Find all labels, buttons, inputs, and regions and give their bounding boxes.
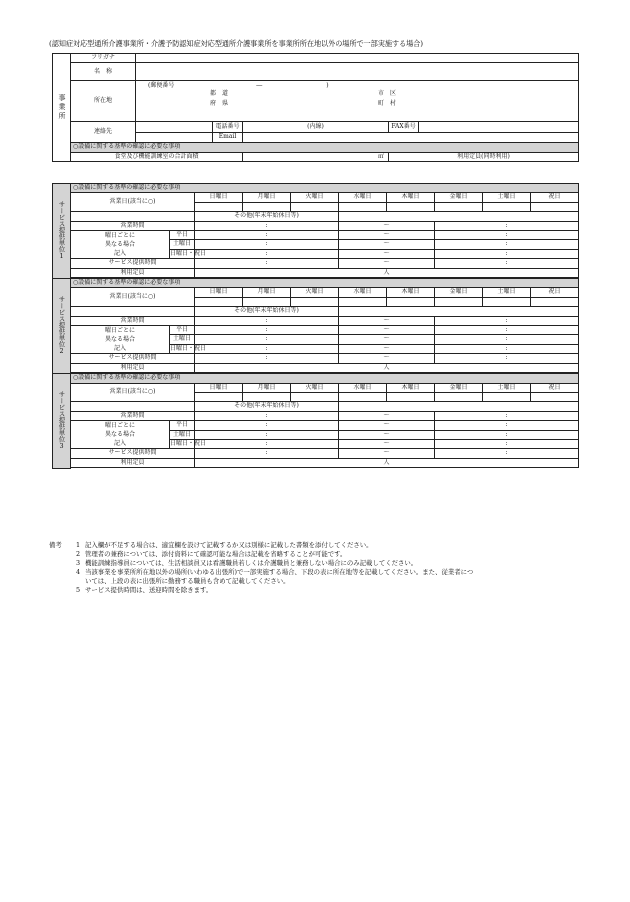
weekday-check-5[interactable] bbox=[435, 297, 483, 306]
note-text: 管理者の兼務については、添付資料にて確認可能な場合は記載を省略することが可能です。 bbox=[85, 550, 347, 558]
city-bottom: 町 村 bbox=[377, 99, 396, 107]
note-item bbox=[49, 550, 579, 559]
postal-close: ) bbox=[326, 81, 329, 89]
end-time-field[interactable] bbox=[435, 240, 579, 249]
area-unit: ㎡ bbox=[377, 152, 384, 160]
weekday-check-1[interactable] bbox=[243, 392, 291, 401]
colon: : bbox=[505, 411, 508, 419]
end-time-field[interactable] bbox=[435, 421, 579, 430]
weekday-check-2[interactable] bbox=[291, 392, 339, 401]
colon: : bbox=[265, 439, 268, 447]
extension-label: (内線) bbox=[307, 122, 324, 130]
facility-section-title: ○設備に関する基準の確認に必要な事項 bbox=[71, 143, 579, 152]
phone-field[interactable] bbox=[243, 122, 389, 133]
weekday-header-0: 日曜日 bbox=[195, 288, 243, 297]
range-tilde: ～ bbox=[339, 231, 435, 240]
furigana-field[interactable] bbox=[136, 54, 579, 63]
colon: : bbox=[505, 354, 508, 362]
colon: : bbox=[505, 249, 508, 257]
facility-capacity-label: 利用定員(同時利用) bbox=[389, 152, 579, 161]
colon: : bbox=[505, 449, 508, 457]
weekday-header-3: 水曜日 bbox=[339, 288, 387, 297]
colon: : bbox=[505, 259, 508, 267]
range-tilde: ～ bbox=[339, 430, 435, 439]
unit-capacity-field[interactable] bbox=[195, 268, 579, 277]
office-info-table bbox=[52, 53, 579, 162]
weekday-header-3: 水曜日 bbox=[339, 193, 387, 202]
start-time-field[interactable] bbox=[195, 240, 339, 249]
weekday-check-0[interactable] bbox=[195, 202, 243, 211]
unit-section-title: ○設備に関する基準の確認に必要な事項 bbox=[71, 279, 579, 288]
note-item bbox=[49, 586, 579, 595]
end-time-field[interactable] bbox=[435, 439, 579, 448]
weekday-header-7: 祝日 bbox=[531, 383, 579, 392]
start-time-field[interactable] bbox=[195, 249, 339, 258]
service-hours-label: サービス提供時間 bbox=[71, 354, 195, 363]
start-time-field[interactable] bbox=[195, 449, 339, 458]
note-number bbox=[71, 577, 85, 586]
weekday-header-1: 月曜日 bbox=[243, 383, 291, 392]
range-tilde: ～ bbox=[339, 344, 435, 353]
weekday-check-3[interactable] bbox=[339, 202, 387, 211]
business-hours-label: 営業時間 bbox=[71, 411, 195, 420]
sunday-row-label: 日曜日・祝日 bbox=[170, 249, 207, 257]
weekday-header-1: 月曜日 bbox=[243, 288, 291, 297]
business-hours-label: 営業時間 bbox=[71, 221, 195, 230]
colon: : bbox=[265, 411, 268, 419]
sunday-row-label: 日曜日・祝日 bbox=[170, 344, 207, 352]
address-line-2[interactable] bbox=[136, 99, 579, 122]
range-tilde: ～ bbox=[339, 221, 435, 230]
weekday-check-1[interactable] bbox=[243, 297, 291, 306]
city-top: 市 区 bbox=[377, 90, 396, 98]
colon: : bbox=[265, 259, 268, 267]
end-time-field[interactable] bbox=[435, 326, 579, 335]
note-text: 当該事業を事業所所在地以外の場所(いわゆる出張所)で一部実施する場合、下段の表に所在地等を記載してください。また、従業者につ bbox=[85, 568, 474, 576]
note-number: 2 bbox=[75, 550, 81, 558]
weekday-check-4[interactable] bbox=[387, 297, 435, 306]
colon: : bbox=[265, 354, 268, 362]
start-time-field[interactable] bbox=[195, 421, 339, 430]
range-tilde: ～ bbox=[339, 326, 435, 335]
note-item bbox=[49, 568, 579, 577]
note-number: 1 bbox=[75, 541, 81, 549]
by-day-label: 曜日ごとに 異なる場合 記入 bbox=[71, 231, 170, 259]
colon: : bbox=[265, 316, 268, 324]
weekday-header-2: 火曜日 bbox=[291, 383, 339, 392]
colon: : bbox=[505, 439, 508, 447]
colon: : bbox=[505, 326, 508, 334]
business-days-label: 営業日(該当に○) bbox=[71, 288, 195, 307]
unit-capacity-field[interactable] bbox=[195, 363, 579, 372]
end-time-field[interactable] bbox=[435, 449, 579, 458]
end-time-field[interactable] bbox=[435, 411, 579, 420]
start-time-field[interactable] bbox=[195, 411, 339, 420]
range-tilde: ～ bbox=[339, 240, 435, 249]
other-holidays-field[interactable] bbox=[339, 402, 579, 411]
colon: : bbox=[505, 231, 508, 239]
unit-capacity-field[interactable] bbox=[195, 458, 579, 467]
colon: : bbox=[505, 240, 508, 248]
fax-label: FAX番号 bbox=[389, 122, 419, 133]
end-time-field[interactable] bbox=[435, 354, 579, 363]
range-tilde: ～ bbox=[339, 439, 435, 448]
other-holidays-field[interactable] bbox=[339, 212, 579, 221]
weekday-check-7[interactable] bbox=[531, 202, 579, 211]
range-tilde: ～ bbox=[339, 411, 435, 420]
weekday-header-4: 木曜日 bbox=[387, 193, 435, 202]
unit-capacity-label: 利用定員 bbox=[71, 363, 195, 372]
range-tilde: ～ bbox=[339, 421, 435, 430]
colon: : bbox=[265, 221, 268, 229]
weekday-row-label: 平日 bbox=[170, 326, 195, 335]
colon: : bbox=[505, 316, 508, 324]
end-time-field[interactable] bbox=[435, 316, 579, 325]
start-time-field[interactable] bbox=[195, 259, 339, 268]
weekday-check-7[interactable] bbox=[531, 392, 579, 401]
address-line-1[interactable] bbox=[136, 90, 579, 99]
range-tilde: ～ bbox=[339, 259, 435, 268]
weekday-check-0[interactable] bbox=[195, 297, 243, 306]
postal-row[interactable] bbox=[136, 81, 579, 90]
note-item bbox=[49, 559, 579, 568]
colon: : bbox=[265, 240, 268, 248]
area-label: 食堂及び機能訓練室の合計面積 bbox=[71, 152, 243, 161]
pref-top: 都 道 bbox=[210, 90, 229, 98]
unit-section-title: ○設備に関する基準の確認に必要な事項 bbox=[71, 374, 579, 383]
area-field[interactable] bbox=[243, 152, 389, 161]
service-units-table bbox=[52, 183, 579, 469]
end-time-field[interactable] bbox=[435, 430, 579, 439]
unit-side-label-3: サービス提供単位3 bbox=[53, 374, 71, 469]
end-time-field[interactable] bbox=[435, 344, 579, 353]
start-time-field[interactable] bbox=[195, 354, 339, 363]
weekday-check-5[interactable] bbox=[435, 392, 483, 401]
range-tilde: ～ bbox=[339, 335, 435, 344]
note-item bbox=[49, 577, 579, 586]
capacity-unit: 人 bbox=[383, 458, 390, 466]
business-days-label: 営業日(該当に○) bbox=[71, 193, 195, 212]
end-time-field[interactable] bbox=[435, 335, 579, 344]
weekday-header-7: 祝日 bbox=[531, 193, 579, 202]
notes-label-spacer bbox=[49, 586, 71, 595]
weekday-row-label: 平日 bbox=[170, 421, 195, 430]
business-days-label: 営業日(該当に○) bbox=[71, 383, 195, 402]
weekday-header-4: 木曜日 bbox=[387, 383, 435, 392]
start-time-field[interactable] bbox=[195, 344, 339, 353]
by-day-label: 曜日ごとに 異なる場合 記入 bbox=[71, 421, 170, 449]
name-label: 名 称 bbox=[71, 63, 136, 81]
sunday-row-label: 日曜日・祝日 bbox=[170, 439, 207, 447]
colon: : bbox=[505, 430, 508, 438]
start-time-field[interactable] bbox=[195, 231, 339, 240]
document-heading: (認知症対応型通所介護事業所・介護予防認知症対応型通所介護事業所を事業所所在地以外の場所で一部実施する場合) bbox=[49, 39, 423, 48]
by-day-label: 曜日ごとに 異なる場合 記入 bbox=[71, 326, 170, 354]
notes-label-spacer bbox=[49, 577, 71, 586]
capacity-unit: 人 bbox=[383, 363, 390, 371]
note-item bbox=[49, 541, 579, 550]
range-tilde: ～ bbox=[339, 449, 435, 458]
weekday-check-6[interactable] bbox=[483, 392, 531, 401]
other-holidays-label: その他(年末年始休日等) bbox=[195, 212, 339, 221]
weekday-check-4[interactable] bbox=[387, 202, 435, 211]
weekday-check-0[interactable] bbox=[195, 392, 243, 401]
colon: : bbox=[265, 231, 268, 239]
range-tilde: ～ bbox=[339, 354, 435, 363]
colon: : bbox=[265, 326, 268, 334]
weekday-check-3[interactable] bbox=[339, 297, 387, 306]
unit-capacity-label: 利用定員 bbox=[71, 268, 195, 277]
weekday-header-0: 日曜日 bbox=[195, 383, 243, 392]
weekday-header-6: 土曜日 bbox=[483, 193, 531, 202]
note-text: 記入欄が不足する場合は、適宜欄を設けて記載するか又は別様に記載した書類を添付してください。 bbox=[85, 541, 373, 549]
weekday-check-6[interactable] bbox=[483, 202, 531, 211]
notes-section bbox=[49, 541, 579, 595]
end-time-field[interactable] bbox=[435, 231, 579, 240]
weekday-check-2[interactable] bbox=[291, 202, 339, 211]
weekday-header-4: 木曜日 bbox=[387, 288, 435, 297]
note-text: 機能訓練指導員については、生活相談員又は看護職員若しくは介護職員と兼務しない場合にのみ記載してください。 bbox=[85, 559, 418, 567]
postal-dash: ― bbox=[256, 81, 263, 89]
unit-side-label-2: サービス提供単位2 bbox=[53, 279, 71, 374]
other-holidays-label: その他(年末年始休日等) bbox=[195, 307, 339, 316]
note-number: 5 bbox=[75, 586, 81, 594]
range-tilde: ～ bbox=[339, 316, 435, 325]
end-time-field[interactable] bbox=[435, 221, 579, 230]
unit-capacity-label: 利用定員 bbox=[71, 458, 195, 467]
address-label: 所在地 bbox=[71, 81, 136, 122]
end-time-field[interactable] bbox=[435, 259, 579, 268]
weekday-header-2: 火曜日 bbox=[291, 288, 339, 297]
weekday-header-6: 土曜日 bbox=[483, 383, 531, 392]
colon: : bbox=[265, 344, 268, 352]
colon: : bbox=[505, 335, 508, 343]
saturday-row-label: 土曜日 bbox=[170, 430, 195, 439]
end-time-field[interactable] bbox=[435, 249, 579, 258]
capacity-unit: 人 bbox=[383, 268, 390, 276]
note-text: いては、上段の表に出張所に勤務する職員も含めて記載してください。 bbox=[85, 577, 290, 585]
colon: : bbox=[265, 421, 268, 429]
saturday-row-label: 土曜日 bbox=[170, 335, 195, 344]
colon: : bbox=[265, 335, 268, 343]
note-text: サービス提供時間は、送迎時間を除きます。 bbox=[85, 586, 213, 594]
phone-label: 電話番号 bbox=[213, 122, 243, 133]
colon: : bbox=[505, 344, 508, 352]
start-time-field[interactable] bbox=[195, 326, 339, 335]
start-time-field[interactable] bbox=[195, 439, 339, 448]
email-label: Email bbox=[213, 132, 243, 143]
colon: : bbox=[265, 249, 268, 257]
colon: : bbox=[505, 221, 508, 229]
note-number: 3 bbox=[75, 559, 81, 567]
office-side-label: 事業所 bbox=[53, 54, 71, 162]
weekday-header-6: 土曜日 bbox=[483, 288, 531, 297]
weekday-check-6[interactable] bbox=[483, 297, 531, 306]
notes-label-spacer bbox=[49, 568, 71, 577]
range-tilde: ～ bbox=[339, 249, 435, 258]
other-holidays-field[interactable] bbox=[339, 307, 579, 316]
notes-label-spacer bbox=[49, 550, 71, 559]
contact-label: 連絡先 bbox=[71, 122, 136, 143]
saturday-row-label: 土曜日 bbox=[170, 240, 195, 249]
notes-label-spacer bbox=[49, 559, 71, 568]
weekday-check-2[interactable] bbox=[291, 297, 339, 306]
service-hours-label: サービス提供時間 bbox=[71, 259, 195, 268]
email-field[interactable] bbox=[243, 132, 579, 143]
weekday-row-label: 平日 bbox=[170, 231, 195, 240]
weekday-header-5: 金曜日 bbox=[435, 193, 483, 202]
note-number: 4 bbox=[75, 568, 81, 576]
fax-field[interactable] bbox=[419, 122, 579, 133]
service-hours-label: サービス提供時間 bbox=[71, 449, 195, 458]
weekday-check-4[interactable] bbox=[387, 392, 435, 401]
start-time-field[interactable] bbox=[195, 335, 339, 344]
unit-side-label-1: サービス提供単位1 bbox=[53, 184, 71, 279]
unit-section-title: ○設備に関する基準の確認に必要な事項 bbox=[71, 184, 579, 193]
weekday-header-7: 祝日 bbox=[531, 288, 579, 297]
colon: : bbox=[505, 421, 508, 429]
other-holidays-label: その他(年末年始休日等) bbox=[195, 402, 339, 411]
weekday-check-5[interactable] bbox=[435, 202, 483, 211]
weekday-check-7[interactable] bbox=[531, 297, 579, 306]
name-field[interactable] bbox=[136, 63, 579, 81]
business-hours-label: 営業時間 bbox=[71, 316, 195, 325]
postal-label: (郵便番号 bbox=[148, 81, 175, 89]
colon: : bbox=[265, 449, 268, 457]
weekday-header-2: 火曜日 bbox=[291, 193, 339, 202]
notes-label: 備考 bbox=[49, 541, 62, 549]
weekday-header-3: 水曜日 bbox=[339, 383, 387, 392]
furigana-label: フリガナ bbox=[71, 54, 136, 63]
weekday-check-3[interactable] bbox=[339, 392, 387, 401]
weekday-check-1[interactable] bbox=[243, 202, 291, 211]
weekday-header-1: 月曜日 bbox=[243, 193, 291, 202]
start-time-field[interactable] bbox=[195, 430, 339, 439]
weekday-header-5: 金曜日 bbox=[435, 288, 483, 297]
pref-bottom: 府 県 bbox=[210, 99, 229, 107]
start-time-field[interactable] bbox=[195, 221, 339, 230]
weekday-header-5: 金曜日 bbox=[435, 383, 483, 392]
start-time-field[interactable] bbox=[195, 316, 339, 325]
weekday-header-0: 日曜日 bbox=[195, 193, 243, 202]
colon: : bbox=[265, 430, 268, 438]
